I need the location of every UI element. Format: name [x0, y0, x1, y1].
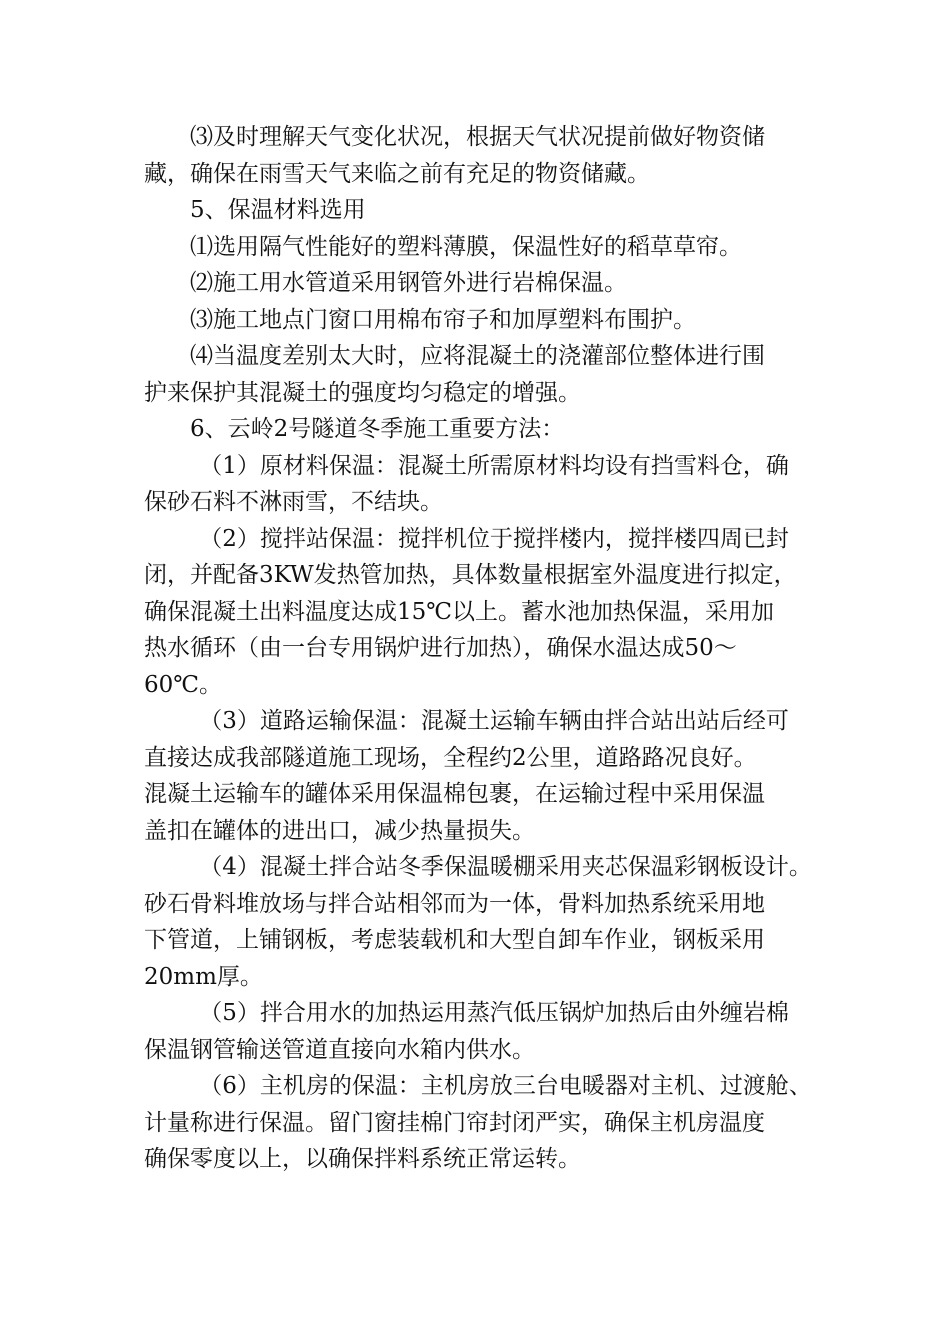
text-line: 下管道，上铺钢板，考虑装载机和大型自卸车作业，钢板采用 [144, 927, 765, 953]
paragraph [144, 302, 820, 339]
text-line: 确保零度以上，以确保拌料系统正常运转。 [144, 1146, 581, 1172]
paragraph [144, 995, 820, 1068]
text-line: 护来保护其混凝土的强度均匀稳定的增强。 [144, 379, 581, 406]
text-line: （2）搅拌站保温：搅拌机位于搅拌楼内，搅拌楼四周已封 [199, 525, 789, 552]
text-line: ⑷当温度差别太大时，应将混凝土的浇灌部位整体进行围 [190, 343, 765, 369]
paragraph [144, 265, 820, 302]
text-line: 藏，确保在雨雪天气来临之前有充足的物资储藏。 [144, 160, 650, 187]
paragraph [144, 448, 820, 521]
text-line: ⑴选用隔气性能好的塑料薄膜，保温性好的稻草草帘。 [190, 233, 742, 260]
paragraph [144, 703, 820, 849]
paragraph [144, 521, 820, 704]
text-line: 6、云岭2号隧道冬季施工重要方法： [190, 416, 565, 442]
text-line: 直接达成我部隧道施工现场，全程约2公里，道路路况良好。 [144, 744, 757, 771]
text-line: （5）拌合用水的加热运用蒸汽低压锅炉加热后由外缠岩棉 [199, 1000, 789, 1026]
text-line: （3）道路运输保温：混凝土运输车辆由拌合站出站后经可 [199, 708, 789, 734]
paragraph [144, 192, 820, 229]
text-line: 确保混凝土出料温度达成15℃以上。蓄水池加热保温，采用加 [144, 598, 774, 625]
document-page [144, 119, 820, 1178]
paragraph [144, 119, 820, 192]
text-line: ⑶及时理解天气变化状况，根据天气状况提前做好物资储 [190, 124, 765, 150]
paragraph [144, 229, 820, 266]
text-line: 60℃。 [144, 671, 222, 698]
paragraph [144, 849, 820, 995]
text-line: 砂石骨料堆放场与拌合站相邻而为一体，骨料加热系统采用地 [144, 890, 765, 917]
paragraph [144, 411, 820, 448]
text-line: 5、保温材料选用 [190, 197, 366, 223]
text-line: （4）混凝土拌合站冬季保温暖棚采用夹芯保温彩钢板设计。 [199, 854, 812, 880]
text-line: ⑶施工地点门窗口用棉布帘子和加厚塑料布围护。 [190, 306, 696, 333]
text-line: 计量称进行保温。留门窗挂棉门帘封闭严实，确保主机房温度 [144, 1109, 765, 1136]
text-line: 20mm厚。 [144, 963, 263, 990]
text-line: 保温钢管输送管道直接向水箱内供水。 [144, 1036, 535, 1063]
paragraph [144, 1068, 820, 1178]
text-line: 闭，并配备3KW发热管加热，具体数量根据室外温度进行拟定， [144, 562, 797, 588]
paragraph [144, 338, 820, 411]
text-line: 盖扣在罐体的进出口，减少热量损失。 [144, 817, 535, 844]
text-line: 混凝土运输车的罐体采用保温棉包裹，在运输过程中采用保温 [144, 781, 765, 807]
text-line: 热水循环（由一台专用锅炉进行加热），确保水温达成50～ [144, 635, 737, 661]
text-line: 保砂石料不淋雨雪，不结块。 [144, 489, 443, 515]
text-line: （6）主机房的保温：主机房放三台电暖器对主机、过渡舱、 [199, 1073, 812, 1099]
text-line: （1）原材料保温：混凝土所需原材料均设有挡雪料仓，确 [199, 452, 789, 479]
text-line: ⑵施工用水管道采用钢管外进行岩棉保温。 [190, 270, 627, 296]
